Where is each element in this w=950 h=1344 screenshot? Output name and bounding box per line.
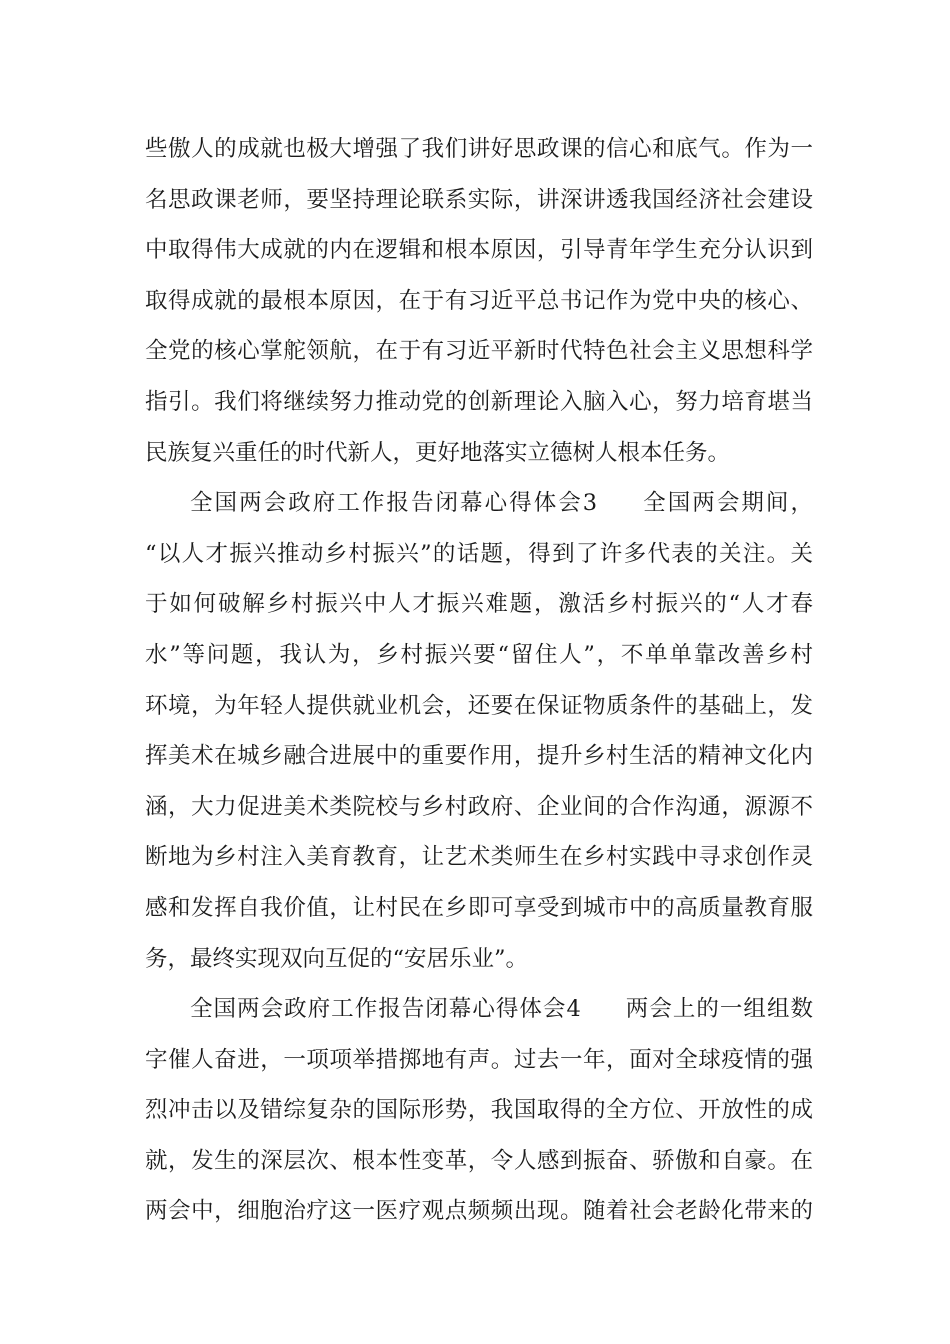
paragraph-3-line-1: 字催人奋进，一项项举措掷地有声。过去一年，面对全球疫情的强 — [145, 1046, 813, 1073]
paragraph-2-line-3: 水”等问题，我认为，乡村振兴要“留住人”，不单单靠改善乡村 — [145, 641, 813, 668]
paragraph-2-line-6: 涵，大力促进美术类院校与乡村政府、企业间的合作沟通，源源不 — [145, 793, 813, 820]
paragraph-2-heading-line — [145, 478, 813, 529]
paragraph-1-line-7: 民族复兴重任的时代新人，更好地落实立德树人根本任务。 — [145, 439, 731, 466]
paragraph-2-line-9: 务，最终实现双向互促的“安居乐业”。 — [145, 945, 529, 972]
document-body — [145, 124, 813, 1237]
paragraph-2-line-5: 挥美术在城乡融合进展中的重要作用，提升乡村生活的精神文化内 — [145, 743, 813, 770]
paragraph-1-line-6: 指引。我们将继续努力推动党的创新理论入脑入心，努力培育堪当 — [145, 388, 813, 415]
paragraph-3-heading-line — [145, 984, 813, 1035]
paragraph-2-line-1: “以人才振兴推动乡村振兴”的话题，得到了许多代表的关注。关 — [145, 540, 813, 567]
paragraph-2-line-2: 于如何破解乡村振兴中人才振兴难题，激活乡村振兴的“人才春 — [145, 591, 813, 618]
paragraph-3-line-2: 烈冲击以及错综复杂的国际形势，我国取得的全方位、开放性的成 — [145, 1097, 813, 1124]
paragraph-1-line-1: 些傲人的成就也极大增强了我们讲好思政课的信心和底气。作为一 — [145, 136, 813, 162]
paragraph-2-line-8: 感和发挥自我价值，让村民在乡即可享受到城市中的高质量教育服 — [145, 894, 813, 921]
paragraph-2-line-4: 环境，为年轻人提供就业机会，还要在保证物质条件的基础上，发 — [145, 692, 813, 719]
paragraph-1-line-4: 取得成就的最根本原因，在于有习近平总书记作为党中央的核心、 — [145, 287, 813, 314]
section-heading-3: 全国两会政府工作报告闭幕心得体会3 — [190, 490, 598, 517]
section-heading-4: 全国两会政府工作报告闭幕心得体会4 — [190, 996, 581, 1023]
paragraph-2-lead: 全国两会期间， — [641, 490, 813, 517]
paragraph-3-line-3: 就，发生的深层次、根本性变革，令人感到振奋、骄傲和自豪。在 — [145, 1147, 813, 1174]
paragraph-2-line-7: 断地为乡村注入美育教育，让艺术类师生在乡村实践中寻求创作灵 — [145, 844, 813, 871]
paragraph-3-lead: 两会上的一组组数 — [624, 996, 813, 1023]
paragraph-1-line-3: 中取得伟大成就的内在逻辑和根本原因，引导青年学生充分认识到 — [145, 237, 813, 264]
paragraph-1-line-5: 全党的核心掌舵领航，在于有习近平新时代特色社会主义思想科学 — [145, 338, 813, 365]
paragraph-3-line-4: 两会中，细胞治疗这一医疗观点频频出现。随着社会老龄化带来的 — [145, 1198, 813, 1225]
paragraph-1-line-2: 名思政课老师，要坚持理论联系实际，讲深讲透我国经济社会建设 — [145, 186, 813, 213]
